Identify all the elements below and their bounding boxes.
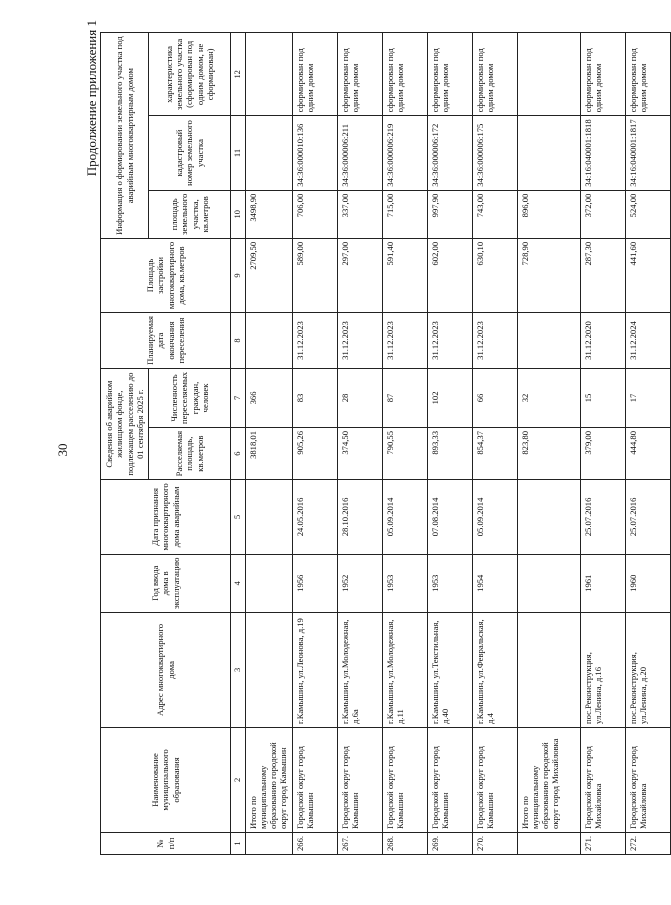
- address-cell: г.Камышин, ул.Молодежная, д.6а: [337, 612, 382, 727]
- recognition-date-cell: [517, 480, 580, 554]
- land-area-cell: 524,00: [625, 190, 670, 238]
- recognition-date-cell: 07.08.2014: [427, 480, 472, 554]
- resettle-area-cell: 893,33: [427, 427, 472, 479]
- built-area-cell: 728,90: [517, 238, 580, 312]
- row-number: [245, 832, 292, 854]
- people-count-cell: 15: [580, 368, 625, 427]
- municipality-cell: Городской округ город Камышин: [427, 727, 472, 832]
- land-area-cell: 997,90: [427, 190, 472, 238]
- built-area-cell: 630,10: [472, 238, 517, 312]
- column-number: 3: [231, 612, 246, 727]
- table-row: [382, 33, 427, 855]
- cadastral-number-cell: [517, 116, 580, 190]
- land-area-cell: 372,00: [580, 190, 625, 238]
- header-cadastral-number: кадастровый номер земельного участка: [149, 116, 231, 190]
- recognition-date-cell: [245, 480, 292, 554]
- built-area-cell: 2709,50: [245, 238, 292, 312]
- resettle-area-cell: 444,80: [625, 427, 670, 479]
- subtotal-row: [517, 33, 580, 855]
- resettle-area-cell: 823,80: [517, 427, 580, 479]
- recognition-date-cell: 28.10.2016: [337, 480, 382, 554]
- resettle-area-cell: 905,26: [292, 427, 337, 479]
- planned-date-cell: 31.12.2024: [625, 313, 670, 369]
- header-built-area: Площадь застройки многоквартирного дома, кв.метров: [101, 238, 231, 312]
- recognition-date-cell: 05.09.2014: [382, 480, 427, 554]
- year-cell: 1961: [580, 554, 625, 612]
- resettle-area-cell: 379,00: [580, 427, 625, 479]
- table-row: [625, 33, 670, 855]
- header-land-plot-group: Информация о формировании земельного участка под аварийным многоквартирным домом: [101, 33, 149, 239]
- land-characteristic-cell: сформирован под одним домом: [292, 33, 337, 116]
- column-number: 7: [231, 368, 246, 427]
- people-count-cell: 102: [427, 368, 472, 427]
- year-cell: [245, 554, 292, 612]
- row-number: 266.: [292, 832, 337, 854]
- land-characteristic-cell: сформирован под одним домом: [337, 33, 382, 116]
- planned-date-cell: 31.12.2023: [472, 313, 517, 369]
- land-area-cell: 337,00: [337, 190, 382, 238]
- column-number: 6: [231, 427, 246, 479]
- municipality-cell: Городской округ город Михайловка: [625, 727, 670, 832]
- municipality-cell: Итого по муниципальному образованию городской округ город Михайловка: [517, 727, 580, 832]
- built-area-cell: 589,00: [292, 238, 337, 312]
- address-cell: г.Камышин, ул.Молодежная, д.11: [382, 612, 427, 727]
- municipality-cell: Городской округ город Камышин: [292, 727, 337, 832]
- address-cell: пос.Реконструкция, ул.Ленина, д.20: [625, 612, 670, 727]
- recognition-date-cell: 05.09.2014: [472, 480, 517, 554]
- year-cell: 1960: [625, 554, 670, 612]
- year-cell: [517, 554, 580, 612]
- address-cell: пос.Реконструкция, ул.Ленина, д.16: [580, 612, 625, 727]
- people-count-cell: 66: [472, 368, 517, 427]
- header-address: Адрес многоквартирного дома: [101, 612, 231, 727]
- municipality-cell: Городской округ город Камышин: [472, 727, 517, 832]
- municipality-cell: Итого по муниципальному образованию городской округ город Камышин: [245, 727, 292, 832]
- land-characteristic-cell: сформирован под одним домом: [472, 33, 517, 116]
- land-characteristic-cell: [245, 33, 292, 116]
- land-area-cell: 3498,90: [245, 190, 292, 238]
- table-row: [337, 33, 382, 855]
- cadastral-number-cell: 34:36:000006:211: [337, 116, 382, 190]
- cadastral-number-cell: 34:16:040001:1817: [625, 116, 670, 190]
- land-area-cell: 706,00: [292, 190, 337, 238]
- land-characteristic-cell: сформирован под одним домом: [580, 33, 625, 116]
- built-area-cell: 591,40: [382, 238, 427, 312]
- header-n: № п/п: [101, 832, 231, 854]
- address-cell: г.Камышин, ул.Текстильная, д.40: [427, 612, 472, 727]
- header-people: Численность переселяемых граждан, человек: [149, 368, 231, 427]
- year-cell: 1953: [427, 554, 472, 612]
- column-number: 12: [231, 33, 246, 116]
- column-number: 8: [231, 313, 246, 369]
- table-row: [580, 33, 625, 855]
- land-characteristic-cell: сформирован под одним домом: [427, 33, 472, 116]
- planned-date-cell: [245, 313, 292, 369]
- people-count-cell: 17: [625, 368, 670, 427]
- table-row: [472, 33, 517, 855]
- planned-date-cell: [517, 313, 580, 369]
- municipality-cell: Городской округ город Михайловка: [580, 727, 625, 832]
- header-emergency-fund-group: Сведения об аварийном жилищном фонде, подлежащем расселению до 01 сентября 2025 г.: [101, 368, 149, 479]
- row-number: 271.: [580, 832, 625, 854]
- row-number: 269.: [427, 832, 472, 854]
- cadastral-number-cell: [245, 116, 292, 190]
- recognition-date-cell: 25.07.2016: [580, 480, 625, 554]
- cadastral-number-cell: 34:36:000010:136: [292, 116, 337, 190]
- header-year: Год ввода дома в эксплуатацию: [101, 554, 231, 612]
- column-number: 9: [231, 238, 246, 312]
- recognition-date-cell: 24.05.2016: [292, 480, 337, 554]
- people-count-cell: 87: [382, 368, 427, 427]
- column-number: 11: [231, 116, 246, 190]
- resettle-area-cell: 3818,01: [245, 427, 292, 479]
- column-number: 1: [231, 832, 246, 854]
- column-number: 5: [231, 480, 246, 554]
- address-cell: [517, 612, 580, 727]
- continuation-label: Продолжение приложения 1: [84, 20, 99, 177]
- land-area-cell: 743,00: [472, 190, 517, 238]
- table-row: [292, 33, 337, 855]
- resettle-area-cell: 854,37: [472, 427, 517, 479]
- year-cell: 1952: [337, 554, 382, 612]
- cadastral-number-cell: 34:36:000006:172: [427, 116, 472, 190]
- row-number: 272.: [625, 832, 670, 854]
- column-number-row: [231, 33, 246, 855]
- header-recognition-date: Дата признания многоквартирного дома аварийным: [101, 480, 231, 554]
- table-body: [245, 33, 670, 855]
- row-number: 270.: [472, 832, 517, 854]
- header-planned-date: Планируемая дата окончания переселения: [101, 313, 231, 369]
- header-municipality: Наименование муниципального образования: [101, 727, 231, 832]
- planned-date-cell: 31.12.2023: [427, 313, 472, 369]
- land-area-cell: 715,00: [382, 190, 427, 238]
- page-number: 30: [55, 443, 70, 457]
- table-row: [427, 33, 472, 855]
- address-cell: г.Камышин, ул.Леонова, д.19: [292, 612, 337, 727]
- built-area-cell: 297,00: [337, 238, 382, 312]
- row-number: 268.: [382, 832, 427, 854]
- planned-date-cell: 31.12.2023: [382, 313, 427, 369]
- people-count-cell: 83: [292, 368, 337, 427]
- cadastral-number-cell: 34:36:000006:175: [472, 116, 517, 190]
- column-number: 10: [231, 190, 246, 238]
- table-header: [101, 33, 246, 855]
- housing-registry-table: [100, 32, 671, 855]
- planned-date-cell: 31.12.2023: [292, 313, 337, 369]
- address-cell: г.Камышин, ул.Февральская, д.4: [472, 612, 517, 727]
- land-characteristic-cell: сформирован под одним домом: [625, 33, 670, 116]
- column-number: 4: [231, 554, 246, 612]
- planned-date-cell: 31.12.2023: [337, 313, 382, 369]
- header-land-area: площадь земельного участка, кв.метров: [149, 190, 231, 238]
- row-number: 267.: [337, 832, 382, 854]
- resettle-area-cell: 790,55: [382, 427, 427, 479]
- recognition-date-cell: 25.07.2016: [625, 480, 670, 554]
- cadastral-number-cell: 34:16:040001:1818: [580, 116, 625, 190]
- people-count-cell: 366: [245, 368, 292, 427]
- municipality-cell: Городской округ город Камышин: [382, 727, 427, 832]
- cadastral-number-cell: 34:36:000006:219: [382, 116, 427, 190]
- row-number: [517, 832, 580, 854]
- people-count-cell: 32: [517, 368, 580, 427]
- planned-date-cell: 31.12.2020: [580, 313, 625, 369]
- year-cell: 1953: [382, 554, 427, 612]
- land-characteristic-cell: сформирован под одним домом: [382, 33, 427, 116]
- year-cell: 1954: [472, 554, 517, 612]
- header-land-characteristic: характеристика земельного участка (сформирован под одним домом, не сформирован): [149, 33, 231, 116]
- built-area-cell: 441,60: [625, 238, 670, 312]
- people-count-cell: 28: [337, 368, 382, 427]
- municipality-cell: Городской округ город Камышин: [337, 727, 382, 832]
- header-resettle-area: Расселяемая площадь, кв.метров: [149, 427, 231, 479]
- land-characteristic-cell: [517, 33, 580, 116]
- subtotal-row: [245, 33, 292, 855]
- land-area-cell: 896,00: [517, 190, 580, 238]
- built-area-cell: 602,00: [427, 238, 472, 312]
- built-area-cell: 287,30: [580, 238, 625, 312]
- resettle-area-cell: 374,50: [337, 427, 382, 479]
- year-cell: 1956: [292, 554, 337, 612]
- column-number: 2: [231, 727, 246, 832]
- address-cell: [245, 612, 292, 727]
